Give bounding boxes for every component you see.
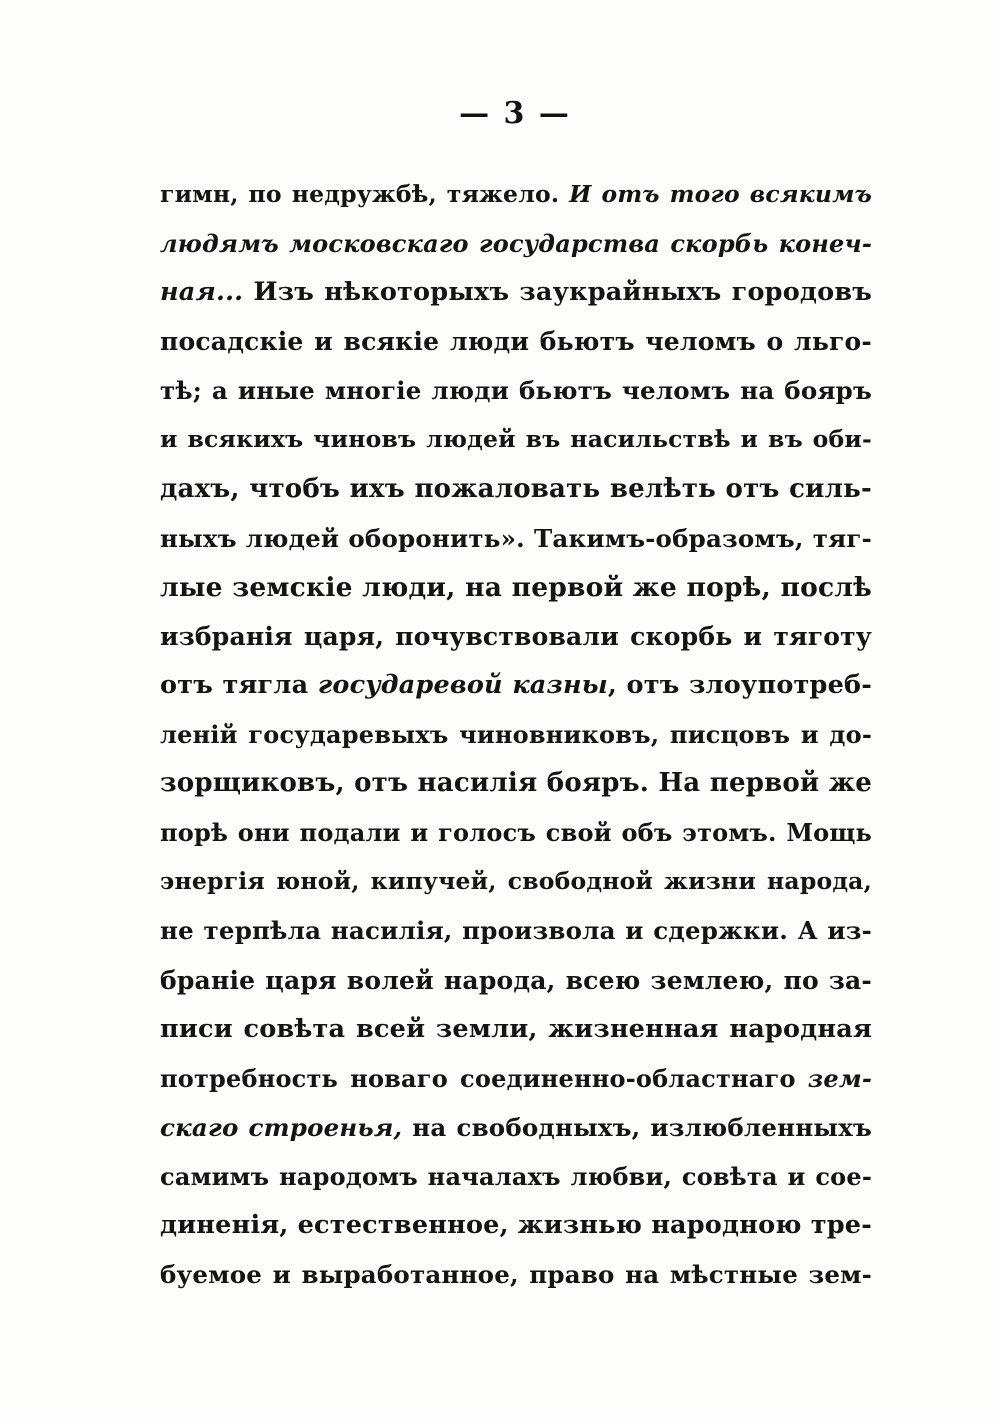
text-segment: энергія юной, кипучей, свободной жизни народа, (160, 867, 872, 896)
text-line (160, 906, 872, 955)
italic-text-segment: людямъ московскаго государства скорбь конеч- (160, 229, 872, 259)
text-segment: отъ тягла (160, 669, 318, 700)
italic-text-segment: зем- (807, 1063, 872, 1093)
text-segment: и всякихъ чиновъ людей въ насильствѣ и въ оби- (160, 425, 872, 454)
text-line (160, 710, 872, 759)
text-line (160, 170, 872, 219)
text-segment: браніе царя волей народа, всею землею, по за- (160, 965, 872, 995)
text-segment: избранія царя, почувствовали скорбь и тяготу (160, 621, 872, 651)
text-segment: , отъ злоупотреб- (607, 669, 872, 700)
text-line (160, 268, 872, 317)
text-segment: на свободныхъ, излюбленныхъ (402, 1112, 872, 1142)
text-segment: буемое и выработанное, право на мѣстные зем- (160, 1260, 872, 1290)
text-line (160, 563, 872, 612)
text-segment: не терпѣла насилія, произвола и сдержки. А из- (160, 916, 872, 946)
text-line (160, 661, 872, 710)
text-segment: потребность новаго соединенно-областнаго (160, 1063, 808, 1093)
text-line (160, 465, 872, 514)
text-line (160, 1152, 872, 1201)
text-segment: лые земскіе люди, на первой же порѣ, послѣ (160, 571, 872, 603)
text-line (160, 1103, 872, 1152)
text-line (160, 808, 872, 857)
text-line (160, 759, 872, 808)
text-segment: ныхъ людей оборонить». Такимъ-образомъ, тяг- (160, 523, 872, 553)
text-line (160, 317, 872, 366)
text-segment: зорщиковъ, отъ насилія бояръ. На первой же (160, 768, 872, 799)
text-line (160, 1054, 872, 1103)
text-segment: писи совѣта всей земли, жизненная народная (160, 1013, 872, 1044)
italic-text-segment: скаго строенья, (160, 1112, 403, 1142)
text-segment: посадскіе и всякіе люди бьютъ челомъ о льго- (160, 327, 872, 357)
text-segment: тѣ; а иные многіе люди бьютъ челомъ на бояръ (160, 376, 872, 406)
text-line (160, 415, 872, 464)
body-text (160, 170, 872, 1299)
text-line (160, 1201, 872, 1250)
italic-text-segment: ная... (160, 277, 244, 308)
text-line (160, 857, 872, 906)
italic-text-segment: И отъ того всякимъ (569, 180, 872, 208)
text-segment: гимн, по недружбѣ, тяжело. (160, 180, 570, 208)
text-segment: диненія, естественное, жизнью народною тре- (160, 1209, 872, 1240)
text-segment: порѣ они подали и голосъ свой объ этомъ. Мощь (160, 818, 872, 848)
text-segment: дахъ, чтобъ ихъ пожаловать велѣть отъ силь- (160, 473, 872, 504)
text-segment: леній государевыхъ чиновниковъ, писцовъ и до- (160, 720, 872, 750)
text-line (160, 1005, 872, 1054)
text-line (160, 956, 872, 1005)
page-number: — 3 — (459, 96, 571, 131)
text-line (160, 612, 872, 661)
text-segment: самимъ народомъ началахъ любви, совѣта и сое- (160, 1161, 872, 1191)
text-line (160, 514, 872, 563)
text-line (160, 1250, 872, 1299)
text-segment: Изъ нѣкоторыхъ заукрайныхъ городовъ (243, 277, 872, 308)
text-line (160, 219, 872, 268)
italic-text-segment: государевой казны (317, 669, 608, 700)
text-line (160, 366, 872, 415)
